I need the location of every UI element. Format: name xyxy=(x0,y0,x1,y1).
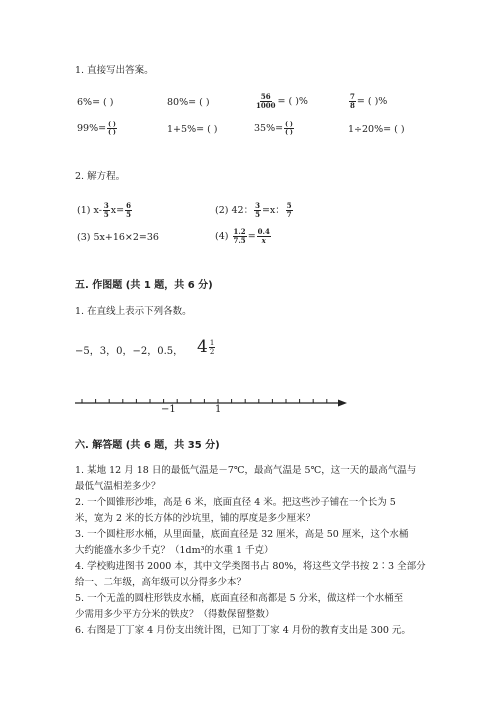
axis-label-neg1: −1 xyxy=(161,404,176,415)
problem-1-5: 99%= $\frac{( )}{( )}$ xyxy=(77,121,116,136)
mixed-number: 4 $\frac{1}{2}$ xyxy=(197,337,215,357)
equation-2: (2) 42： $\frac{3}{5}$ =x： $\frac{5}{7}$ xyxy=(215,201,292,219)
section6-body xyxy=(75,463,426,639)
problem-1-2: 80%= ( ) xyxy=(167,97,210,108)
problem-text-line: 3. 一个圆柱形水桶，从里面量，底面直径是 32 厘米，高是 50 厘米，这个水桶 xyxy=(75,529,409,540)
equation-4: (4) $\frac{1.2}{7.5}$ = $\frac{0.4}{x}$ xyxy=(215,227,270,245)
section5-question-1: 1. 在直线上表示下列各数。 xyxy=(75,306,192,317)
problem-1-1: 6%= ( ) xyxy=(77,97,114,108)
section6-heading: 六. 解答题 (共 6 题，共 35 分) xyxy=(75,440,220,451)
problem-text-line: 2. 一个圆锥形沙堆，高是 6 米，底面直径 4 米。把这些沙子铺在一个长为 5 xyxy=(75,497,396,508)
problem-1-7: 35%= $\frac{( )}{( )}$ xyxy=(254,121,293,136)
section5-heading: 五. 作图题 (共 1 题，共 6 分) xyxy=(75,280,213,291)
number-line xyxy=(70,392,355,422)
equation-3: (3) 5x+16×2=36 xyxy=(77,232,159,243)
problem-text-line: 6. 右图是丁丁家 4 月份支出统计图，已知丁丁家 4 月份的教育支出是 300 元。 xyxy=(75,625,411,636)
numbers-list: −5，3，0，−2，0.5， xyxy=(75,346,184,357)
problem-text-line: 5. 一个无盖的圆柱形铁皮水桶，底面直径和高都是 5 分米，做这样一个水桶至 xyxy=(75,593,404,604)
problem-text-line: 给一、二年级，高年级可以分得多少本？ xyxy=(75,577,247,588)
problem-1-3: $\frac{56}{1000}$ = ( )% xyxy=(256,92,308,110)
section2-title: 2. 解方程。 xyxy=(75,171,126,182)
problem-text-line: 米，宽为 2 米的长方体的沙坑里，铺的厚度是多少厘米？ xyxy=(75,513,316,524)
axis-label-1: 1 xyxy=(215,404,222,415)
problem-1-6: 1+5%= ( ) xyxy=(167,124,218,135)
equation-1: (1) x- $\frac{3}{5}$ x= $\frac{6}{5}$ xyxy=(77,201,131,219)
number-line-arrow xyxy=(338,400,347,407)
problem-text-line: 1. 某地 12 月 18 日的最低气温是－7℃，最高气温是 5℃，这一天的最高气温与 xyxy=(75,465,417,476)
problem-text-line: 最低气温相差多少？ xyxy=(75,481,161,492)
section1-title: 1. 直接写出答案。 xyxy=(75,65,154,76)
problem-text-line: 4. 学校购进图书 2000 本，其中文学类图书占 80%，将这些文学书按 2∶3 全部分 xyxy=(75,561,426,572)
problem-1-4: $\frac{7}{8}$ = ( )% xyxy=(350,92,388,110)
problem-1-8: 1÷20%= ( ) xyxy=(348,124,405,135)
problem-text-line: 少需用多少平方分米的铁皮？（得数保留整数） xyxy=(75,609,275,620)
problem-text-line: 大约能盛水多少千克？（1dm³的水重 1 千克） xyxy=(75,545,274,556)
